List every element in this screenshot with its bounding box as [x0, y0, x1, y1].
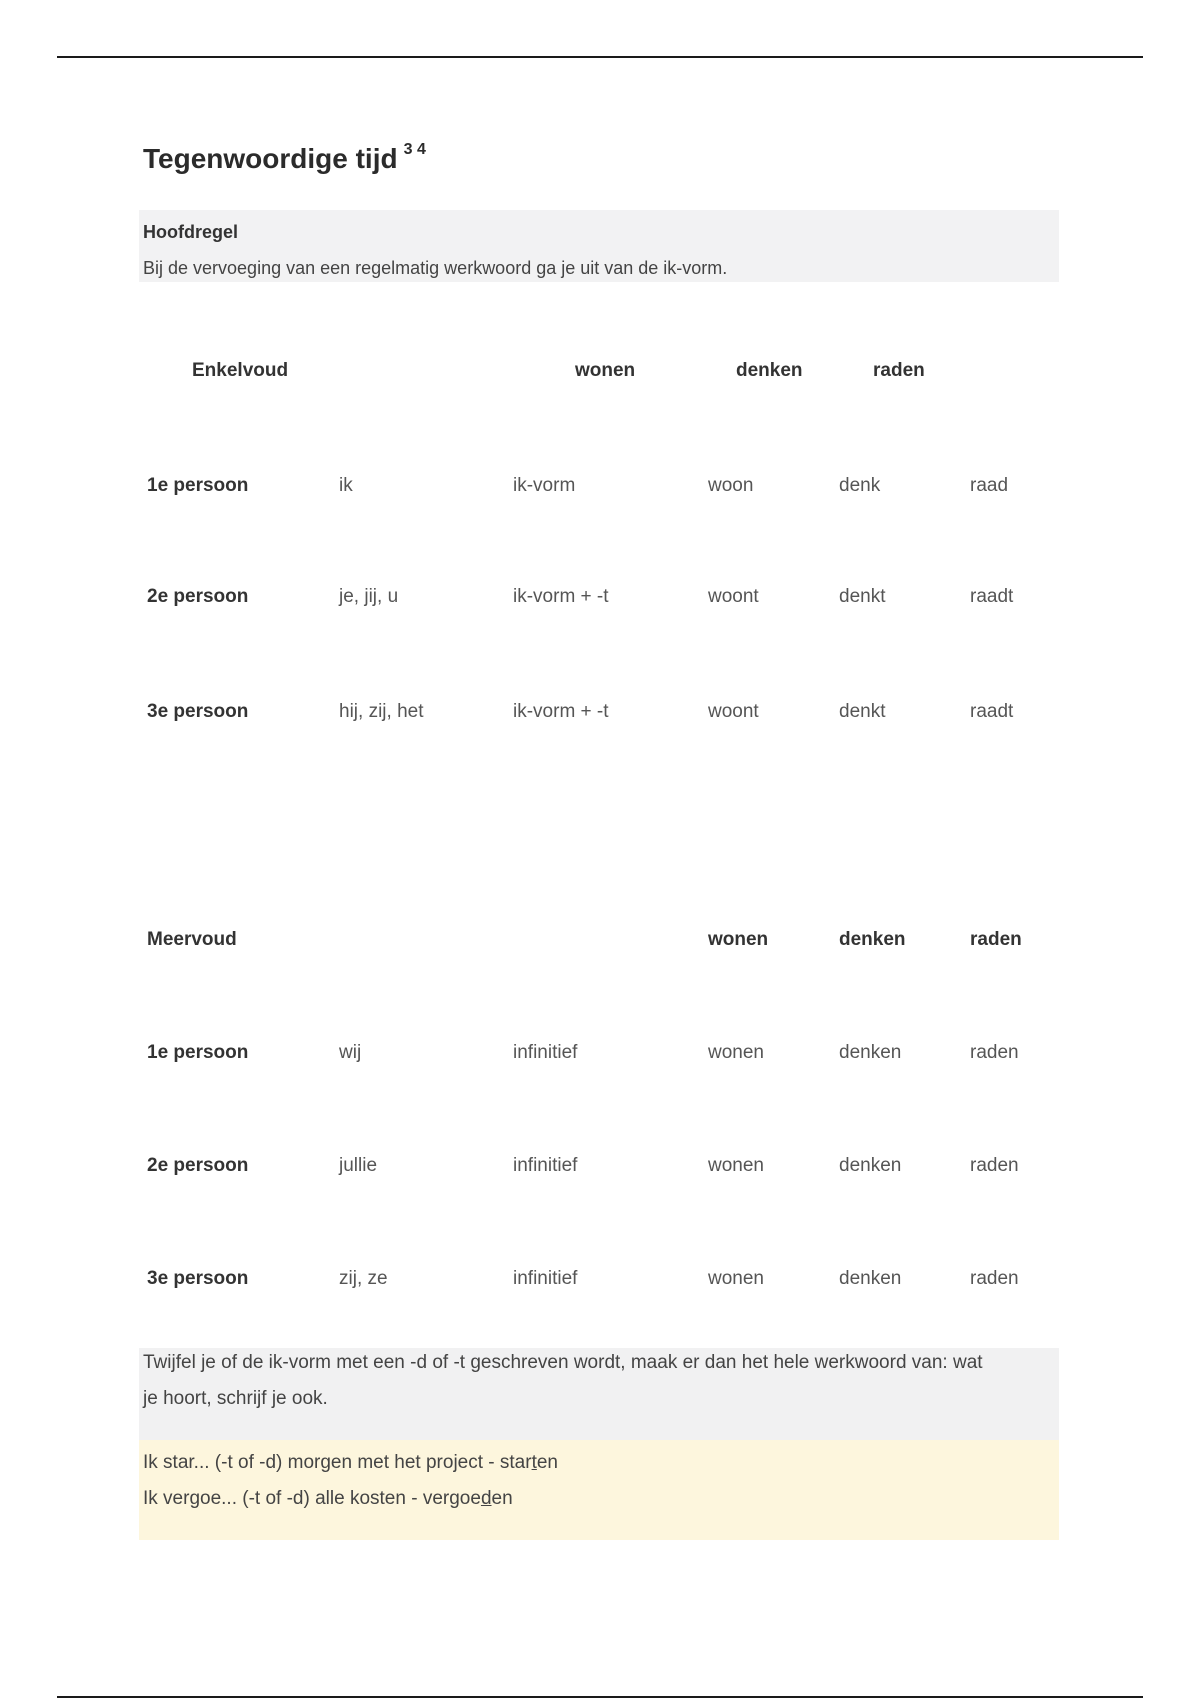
bottom-rule	[57, 1696, 1143, 1698]
enkelvoud-verb-raden: raden	[873, 360, 925, 381]
doubt-rule-line1: Twijfel je of de ik-vorm met een -d of -t geschreven wordt, maak er dan het hele werkwoord van: wat	[143, 1352, 983, 1373]
enkelvoud-row2-form-wonen: woont	[708, 586, 759, 607]
meervoud-row2-form-raden: raden	[970, 1155, 1019, 1176]
meervoud-row2-pronoun: jullie	[339, 1155, 378, 1176]
underlined-letter: d	[480, 1488, 492, 1509]
main-rule-heading: Hoofdregel	[143, 222, 239, 242]
doubt-rule-line2: je hoort, schrijf je ook.	[143, 1388, 328, 1409]
enkelvoud-row3-pronoun: hij, zij, het	[339, 701, 424, 722]
meervoud-row1-form-wonen: wonen	[708, 1042, 764, 1063]
enkelvoud-row2-rule: ik-vorm + -t	[513, 586, 609, 607]
enkelvoud-row1-rule: ik-vorm	[513, 475, 576, 496]
meervoud-row1-pronoun: wij	[339, 1042, 362, 1063]
enkelvoud-row3-rule: ik-vorm + -t	[513, 701, 609, 722]
meervoud-row3-pronoun: zij, ze	[339, 1268, 388, 1289]
meervoud-row1-form-denken: denken	[839, 1042, 902, 1063]
footnote-refs: 3 4	[403, 140, 426, 158]
enkelvoud-row3-form-raden: raadt	[970, 701, 1014, 722]
enkelvoud-row2-form-raden: raadt	[970, 586, 1014, 607]
meervoud-row1-form-raden: raden	[970, 1042, 1019, 1063]
enkelvoud-row3-form-denken: denkt	[839, 701, 886, 722]
underlined-letter: t	[531, 1452, 537, 1473]
main-rule-text: Bij de vervoeging van een regelmatig werkwoord ga je uit van de ik-vorm.	[143, 258, 728, 278]
doubt-rule-box	[139, 1348, 1059, 1440]
enkelvoud-row2-person: 2e persoon	[147, 586, 249, 607]
meervoud-row1-person: 1e persoon	[147, 1042, 249, 1063]
meervoud-row1-rule: infinitief	[513, 1042, 578, 1063]
enkelvoud-row1-form-wonen: woon	[708, 475, 754, 496]
enkelvoud-row1-person: 1e persoon	[147, 475, 249, 496]
meervoud-verb-wonen: wonen	[708, 929, 769, 950]
enkelvoud-row3-form-wonen: woont	[708, 701, 759, 722]
main-rule-box	[139, 210, 1059, 282]
enkelvoud-verb-denken: denken	[736, 360, 803, 381]
meervoud-row2-rule: infinitief	[513, 1155, 578, 1176]
enkelvoud-row2-pronoun: je, jij, u	[339, 586, 399, 607]
example-line-2: Ik vergoe... (-t of -d) alle kosten - vergoeden	[143, 1488, 513, 1509]
example-line-1: Ik star... (-t of -d) morgen met het project - starten	[143, 1452, 558, 1473]
enkelvoud-row3-person: 3e persoon	[147, 701, 249, 722]
meervoud-row2-form-denken: denken	[839, 1155, 902, 1176]
top-rule	[57, 56, 1143, 58]
meervoud-header: Meervoud	[147, 929, 237, 950]
meervoud-row3-person: 3e persoon	[147, 1268, 249, 1289]
enkelvoud-row1-form-denken: denk	[839, 475, 881, 496]
meervoud-verb-denken: denken	[839, 929, 906, 950]
enkelvoud-row2-form-denken: denkt	[839, 586, 886, 607]
meervoud-row3-form-wonen: wonen	[708, 1268, 764, 1289]
meervoud-row3-form-denken: denken	[839, 1268, 902, 1289]
enkelvoud-row1-form-raden: raad	[970, 475, 1009, 496]
meervoud-row3-form-raden: raden	[970, 1268, 1019, 1289]
enkelvoud-row1-pronoun: ik	[339, 475, 353, 496]
enkelvoud-header: Enkelvoud	[192, 360, 289, 381]
meervoud-row2-form-wonen: wonen	[708, 1155, 764, 1176]
page-title: Tegenwoordige tijd $^{3 4}$	[143, 140, 426, 174]
meervoud-row3-rule: infinitief	[513, 1268, 578, 1289]
enkelvoud-verb-wonen: wonen	[575, 360, 636, 381]
meervoud-row2-person: 2e persoon	[147, 1155, 249, 1176]
meervoud-verb-raden: raden	[970, 929, 1022, 950]
example-box	[139, 1440, 1059, 1540]
